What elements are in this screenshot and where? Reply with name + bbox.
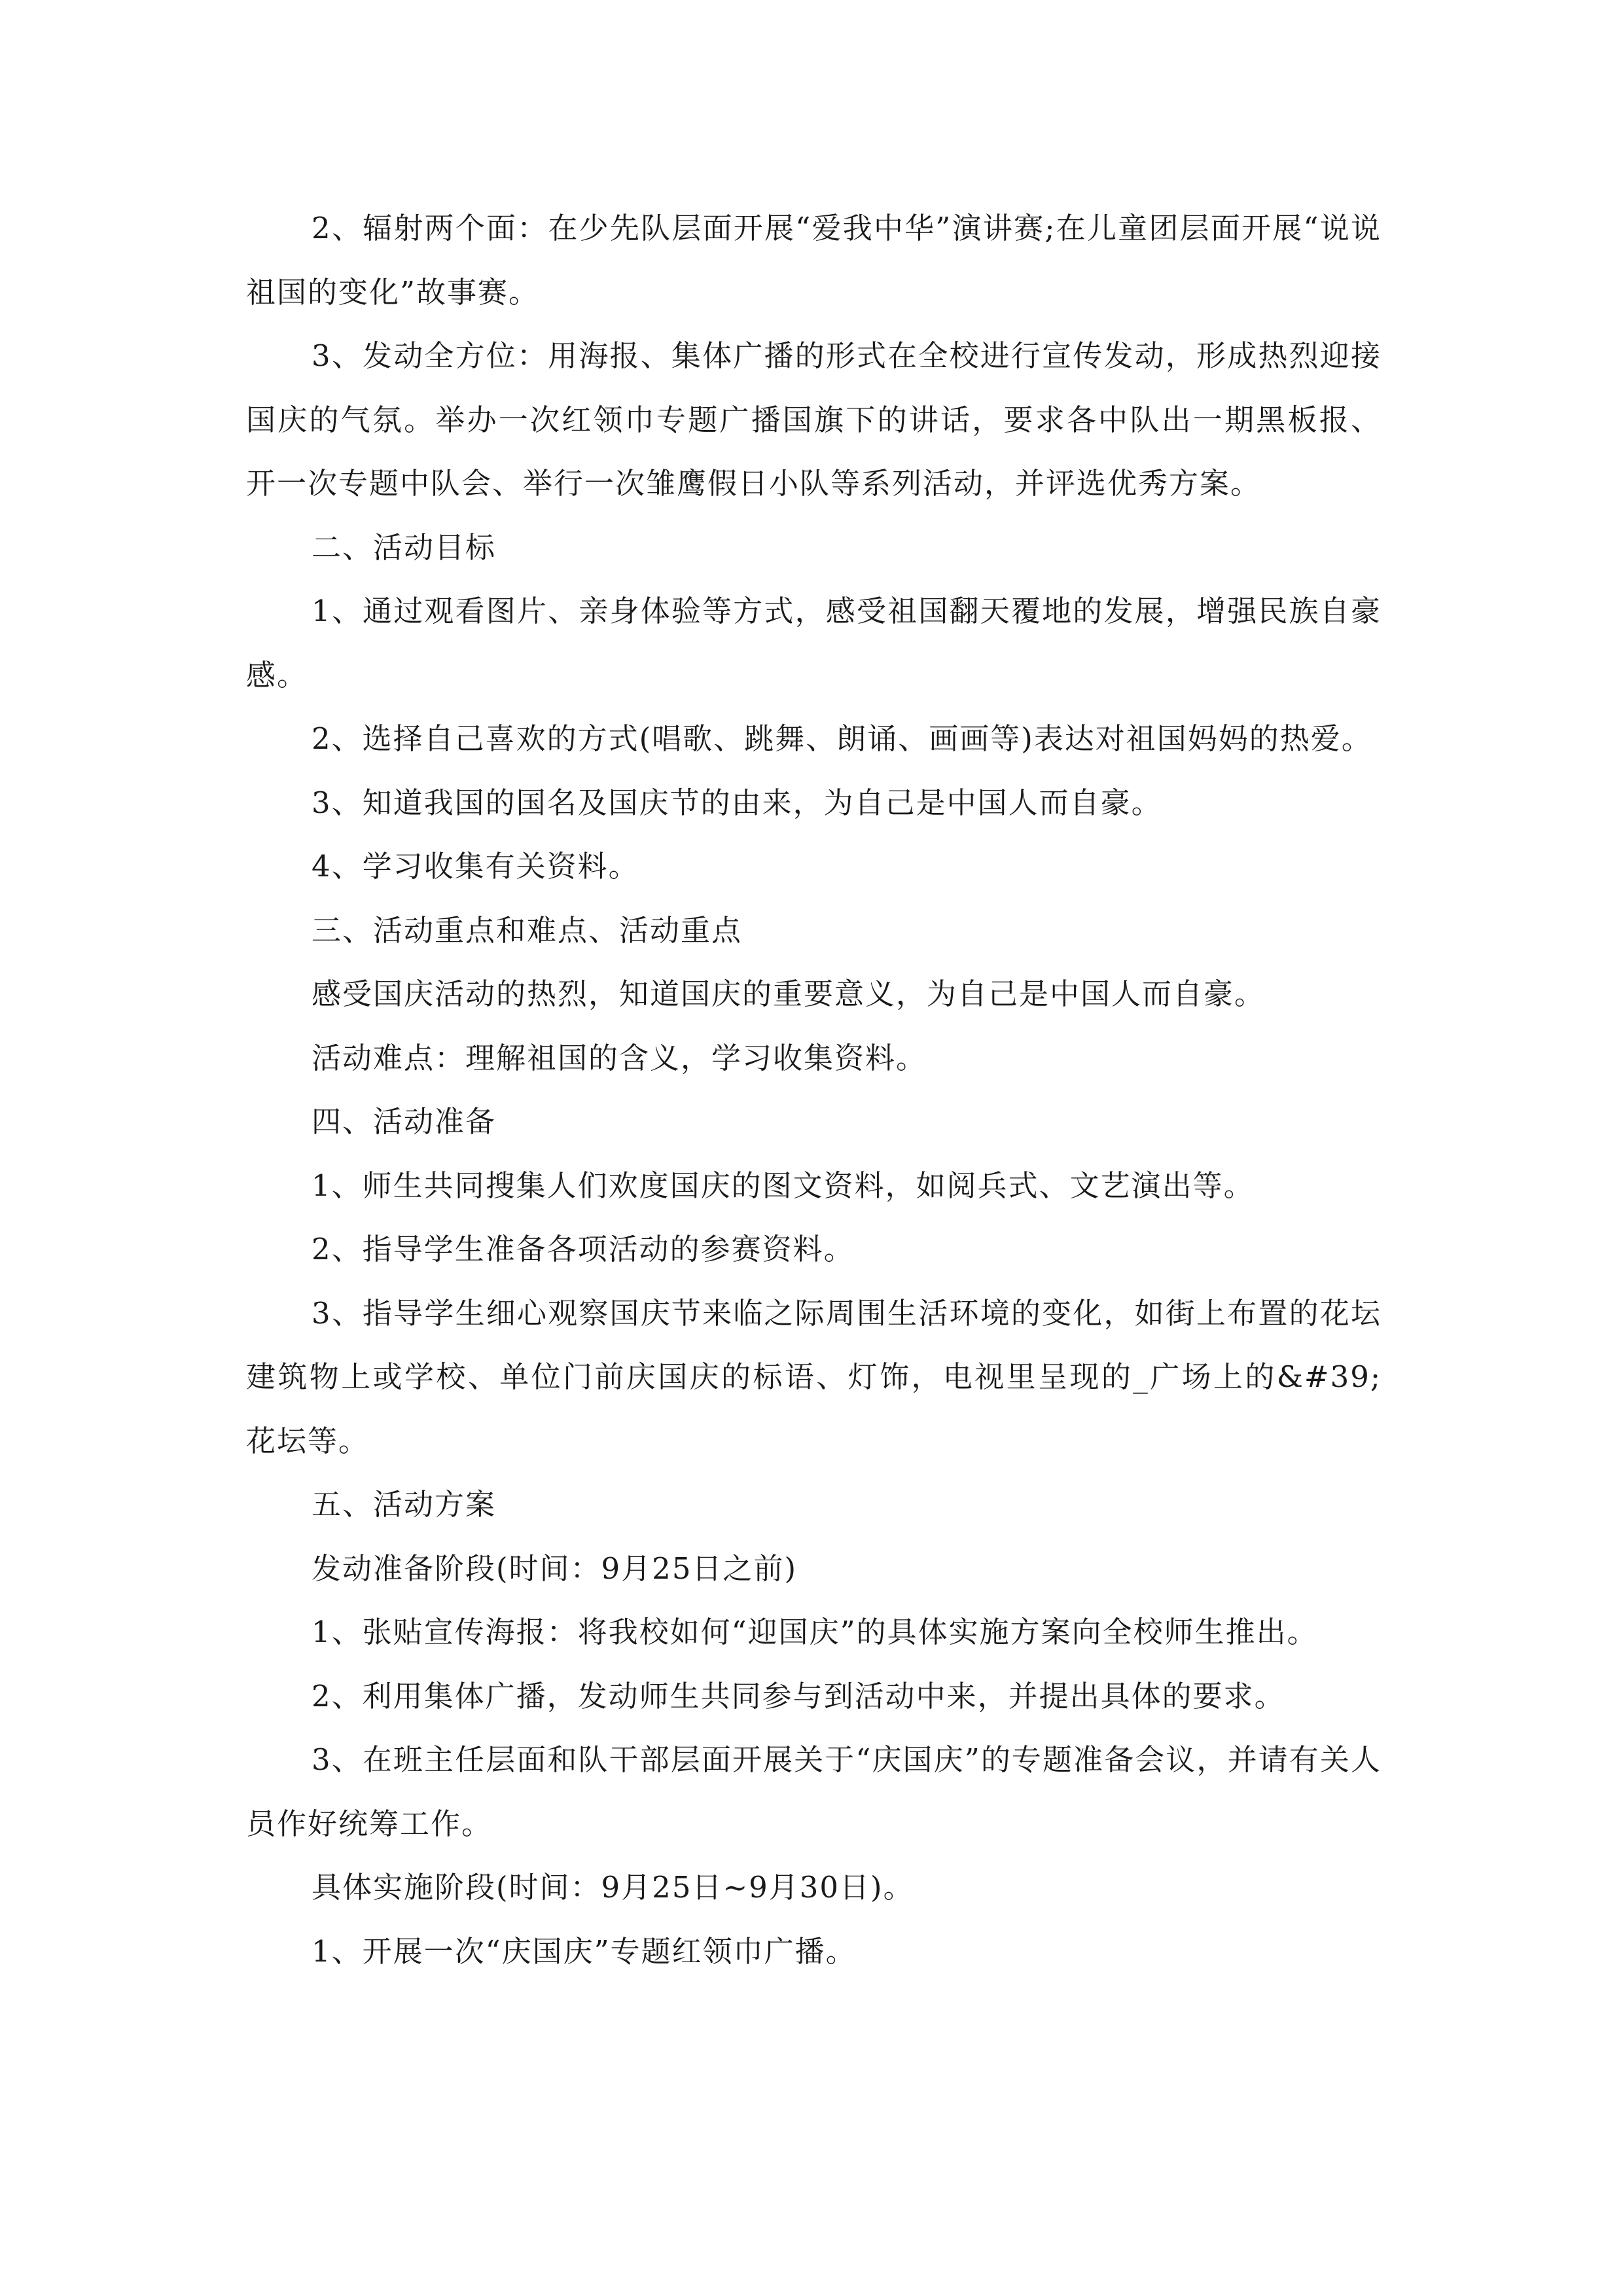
paragraph-goal-3: 3、知道我国的国名及国庆节的由来，为自己是中国人而自豪。 <box>312 785 1162 820</box>
paragraph-goal-1: 1、通过观看图片、亲身体验等方式，感受祖国翻天覆地的发展，增强民族自豪感。 <box>246 594 1382 692</box>
paragraph-mobilize-all: 3、发动全方位：用海报、集体广播的形式在全校进行宣传发动，形成热烈迎接国庆的气氛。举办一次红领巾专题广播国旗下的讲话，要求各中队出一期黑板报、开一次专题中队会、举行一次雏鹰假日小队等系列活动，并评选优秀方案。 <box>246 338 1382 501</box>
paragraph-prep-1: 1、师生共同搜集人们欢度国庆的图文资料，如阅兵式、文艺演出等。 <box>312 1168 1255 1203</box>
paragraph-phase-preparation: 发动准备阶段(时间：9月25日之前) <box>312 1551 798 1586</box>
paragraph-prep-2: 2、指导学生准备各项活动的参赛资料。 <box>312 1232 855 1266</box>
heading-activity-goals: 二、活动目标 <box>312 529 497 565</box>
paragraph-key-point: 感受国庆活动的热烈，知道国庆的重要意义，为自己是中国人而自豪。 <box>312 977 1266 1011</box>
heading-preparation: 四、活动准备 <box>312 1104 497 1139</box>
paragraph-phase-implementation: 具体实施阶段(时间：9月25日~9月30日)。 <box>312 1870 914 1905</box>
paragraph-prep-3: 3、指导学生细心观察国庆节来临之际周围生活环境的变化，如街上布置的花坛建筑物上或学校、单位门前庆国庆的标语、灯饰，电视里呈现的_广场上的&#39;花坛等。 <box>246 1295 1382 1458</box>
paragraph-plan-2: 2、利用集体广播，发动师生共同参与到活动中来，并提出具体的要求。 <box>312 1678 1285 1713</box>
paragraph-goal-2: 2、选择自己喜欢的方式(唱歌、跳舞、朗诵、画画等)表达对祖国妈妈的热爱。 <box>312 721 1372 756</box>
heading-activity-plan: 五、活动方案 <box>312 1487 497 1522</box>
document-body <box>246 196 1382 1983</box>
paragraph-difficulty: 活动难点：理解祖国的含义，学习收集资料。 <box>312 1040 927 1075</box>
paragraph-radiate-two-levels: 2、辐射两个面：在少先队层面开展“爱我中华”演讲赛;在儿童团层面开展“说说祖国的变化”故事赛。 <box>246 211 1382 310</box>
heading-key-points: 三、活动重点和难点、活动重点 <box>312 912 743 948</box>
paragraph-implementation-1: 1、开展一次“庆国庆”专题红领巾广播。 <box>312 1933 857 1969</box>
paragraph-plan-1: 1、张贴宣传海报：将我校如何“迎国庆”的具体实施方案向全校师生推出。 <box>312 1615 1318 1649</box>
paragraph-goal-4: 4、学习收集有关资料。 <box>312 849 639 884</box>
paragraph-plan-3: 3、在班主任层面和队干部层面开展关于“庆国庆”的专题准备会议，并请有关人员作好统筹工作。 <box>246 1742 1382 1841</box>
